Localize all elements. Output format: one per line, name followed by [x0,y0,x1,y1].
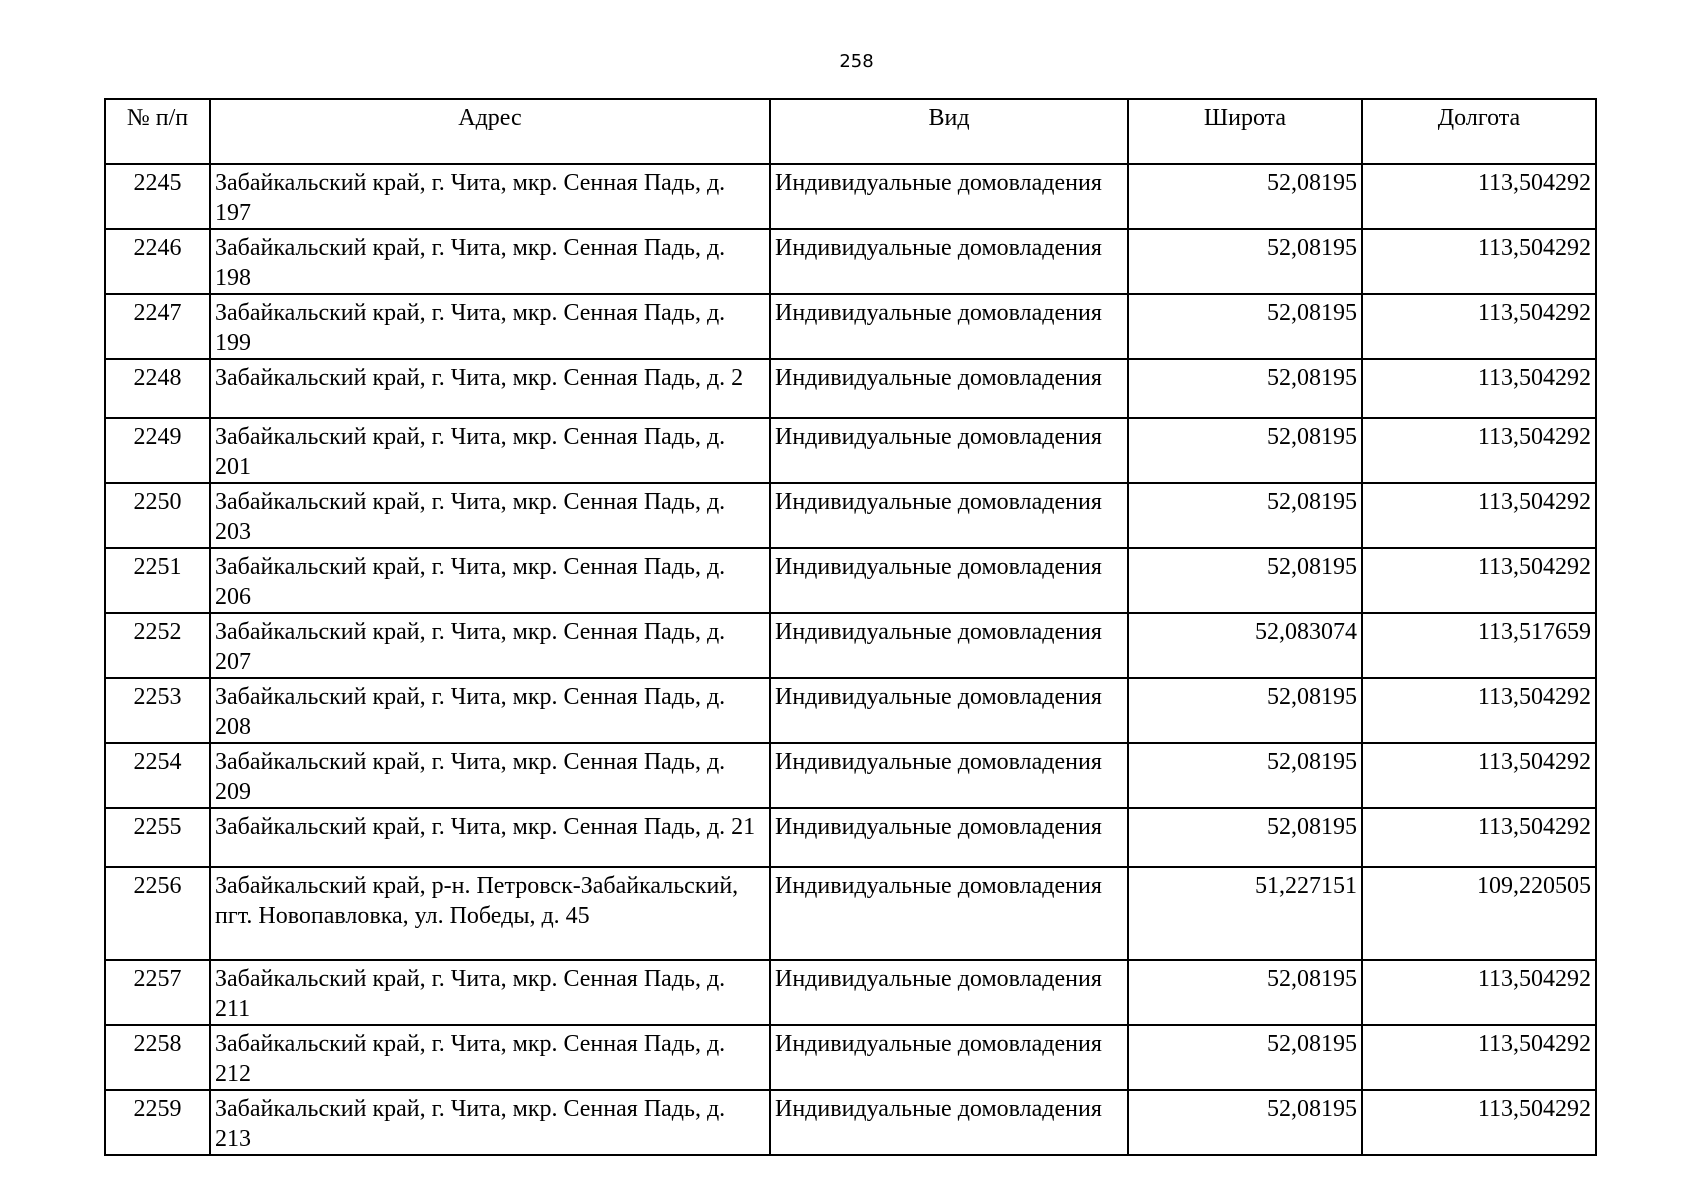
cell-num: 2258 [105,1025,210,1090]
cell-address: Забайкальский край, г. Чита, мкр. Сенная Падь, д. 198 [210,229,770,294]
cell-kind: Индивидуальные домовладения [770,1090,1128,1155]
cell-num: 2247 [105,294,210,359]
cell-address: Забайкальский край, г. Чита, мкр. Сенная Падь, д. 207 [210,613,770,678]
cell-num: 2257 [105,960,210,1025]
cell-latitude: 52,08195 [1128,1090,1362,1155]
cell-kind: Индивидуальные домовладения [770,960,1128,1025]
cell-latitude: 52,08195 [1128,229,1362,294]
cell-longitude: 113,504292 [1362,808,1596,867]
header-longitude: Долгота [1362,99,1596,164]
cell-latitude: 52,08195 [1128,359,1362,418]
cell-kind: Индивидуальные домовладения [770,743,1128,808]
table-row [105,229,1596,294]
cell-num: 2255 [105,808,210,867]
table-row [105,483,1596,548]
cell-longitude: 113,504292 [1362,164,1596,229]
cell-address: Забайкальский край, р-н. Петровск-Забайкальский, пгт. Новопавловка, ул. Победы, д. 45 [210,867,770,960]
cell-kind: Индивидуальные домовладения [770,359,1128,418]
cell-num: 2249 [105,418,210,483]
cell-latitude: 52,08195 [1128,418,1362,483]
cell-kind: Индивидуальные домовладения [770,164,1128,229]
table-header-row [105,99,1596,164]
cell-latitude: 52,08195 [1128,548,1362,613]
table-row [105,1090,1596,1155]
cell-kind: Индивидуальные домовладения [770,483,1128,548]
cell-address: Забайкальский край, г. Чита, мкр. Сенная Падь, д. 203 [210,483,770,548]
cell-address: Забайкальский край, г. Чита, мкр. Сенная Падь, д. 213 [210,1090,770,1155]
table-row [105,678,1596,743]
cell-latitude: 52,08195 [1128,678,1362,743]
cell-longitude: 113,504292 [1362,359,1596,418]
cell-num: 2254 [105,743,210,808]
table-row [105,548,1596,613]
page-number: 258 [839,51,874,72]
cell-kind: Индивидуальные домовладения [770,1025,1128,1090]
cell-latitude: 52,08195 [1128,1025,1362,1090]
cell-longitude: 113,504292 [1362,960,1596,1025]
table-row [105,294,1596,359]
cell-kind: Индивидуальные домовладения [770,294,1128,359]
cell-longitude: 113,504292 [1362,743,1596,808]
cell-longitude: 113,504292 [1362,1090,1596,1155]
table-row [105,359,1596,418]
cell-latitude: 52,08195 [1128,164,1362,229]
cell-num: 2246 [105,229,210,294]
table-row [105,960,1596,1025]
cell-kind: Индивидуальные домовладения [770,229,1128,294]
table-row [105,808,1596,867]
cell-kind: Индивидуальные домовладения [770,867,1128,960]
table-body [105,164,1596,1155]
table-row [105,743,1596,808]
table-row [105,613,1596,678]
cell-kind: Индивидуальные домовладения [770,808,1128,867]
cell-longitude: 113,504292 [1362,678,1596,743]
cell-address: Забайкальский край, г. Чита, мкр. Сенная Падь, д. 199 [210,294,770,359]
header-num: № п/п [105,99,210,164]
cell-kind: Индивидуальные домовладения [770,678,1128,743]
cell-latitude: 52,08195 [1128,483,1362,548]
cell-address: Забайкальский край, г. Чита, мкр. Сенная Падь, д. 206 [210,548,770,613]
table-row [105,1025,1596,1090]
addresses-table [104,98,1597,1156]
cell-address: Забайкальский край, г. Чита, мкр. Сенная Падь, д. 208 [210,678,770,743]
cell-num: 2256 [105,867,210,960]
cell-longitude: 113,504292 [1362,229,1596,294]
cell-address: Забайкальский край, г. Чита, мкр. Сенная Падь, д. 197 [210,164,770,229]
cell-longitude: 113,504292 [1362,294,1596,359]
cell-address: Забайкальский край, г. Чита, мкр. Сенная Падь, д. 201 [210,418,770,483]
cell-longitude: 113,504292 [1362,1025,1596,1090]
cell-address: Забайкальский край, г. Чита, мкр. Сенная Падь, д. 2 [210,359,770,418]
cell-latitude: 52,08195 [1128,808,1362,867]
cell-kind: Индивидуальные домовладения [770,548,1128,613]
cell-num: 2251 [105,548,210,613]
cell-longitude: 113,504292 [1362,418,1596,483]
header-address: Адрес [210,99,770,164]
cell-latitude: 51,227151 [1128,867,1362,960]
cell-num: 2252 [105,613,210,678]
table-row [105,867,1596,960]
cell-latitude: 52,08195 [1128,960,1362,1025]
cell-latitude: 52,08195 [1128,294,1362,359]
table-row [105,164,1596,229]
cell-address: Забайкальский край, г. Чита, мкр. Сенная Падь, д. 21 [210,808,770,867]
cell-latitude: 52,08195 [1128,743,1362,808]
header-kind: Вид [770,99,1128,164]
cell-longitude: 113,517659 [1362,613,1596,678]
header-latitude: Широта [1128,99,1362,164]
cell-num: 2248 [105,359,210,418]
cell-kind: Индивидуальные домовладения [770,418,1128,483]
cell-address: Забайкальский край, г. Чита, мкр. Сенная Падь, д. 211 [210,960,770,1025]
cell-longitude: 113,504292 [1362,483,1596,548]
cell-num: 2259 [105,1090,210,1155]
cell-longitude: 109,220505 [1362,867,1596,960]
table-row [105,418,1596,483]
cell-num: 2253 [105,678,210,743]
cell-address: Забайкальский край, г. Чита, мкр. Сенная Падь, д. 212 [210,1025,770,1090]
cell-address: Забайкальский край, г. Чита, мкр. Сенная Падь, д. 209 [210,743,770,808]
cell-num: 2250 [105,483,210,548]
cell-latitude: 52,083074 [1128,613,1362,678]
cell-longitude: 113,504292 [1362,548,1596,613]
cell-kind: Индивидуальные домовладения [770,613,1128,678]
cell-num: 2245 [105,164,210,229]
